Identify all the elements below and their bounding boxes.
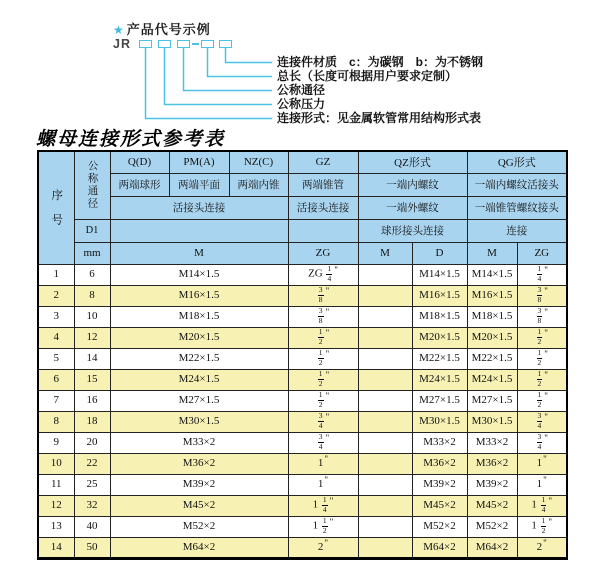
cell-dn: 16 xyxy=(74,390,110,411)
header-empty-gz xyxy=(288,219,358,242)
table-row xyxy=(38,327,567,348)
cell-gz: 1" xyxy=(288,474,358,495)
cell-gz: $\frac{1}{2}$ " xyxy=(288,327,358,348)
header-qg-desc2: 一端锥管螺纹接头 xyxy=(467,196,567,219)
cell-qz-m xyxy=(358,495,412,516)
cell-gz: 1 $\frac{1}{2}$ " xyxy=(288,516,358,537)
cell-dn: 6 xyxy=(74,264,110,285)
cell-qg-zg: 1 $\frac{1}{2}$ " xyxy=(517,516,567,537)
cell-qz-m xyxy=(358,348,412,369)
cell-qg-m: M45×2 xyxy=(467,495,517,516)
cell-seq: 11 xyxy=(38,474,74,495)
cell-qg-m: M18×1.5 xyxy=(467,306,517,327)
cell-dn: 15 xyxy=(74,369,110,390)
header-dn-label: 公称通径 xyxy=(86,159,98,210)
header-group-qd: Q(D) xyxy=(110,151,169,173)
header-d1: D1 xyxy=(74,219,110,242)
cell-qz-d: M30×1.5 xyxy=(412,411,467,432)
cell-qz-m xyxy=(358,306,412,327)
header-group-gz: GZ xyxy=(288,151,358,173)
header-group-qz: QZ形式 xyxy=(358,151,467,173)
cell-gz: 1 $\frac{1}{4}$ " xyxy=(288,495,358,516)
cell-seq: 4 xyxy=(38,327,74,348)
table-row xyxy=(38,474,567,495)
cell-qg-m: M27×1.5 xyxy=(467,390,517,411)
cell-qz-m xyxy=(358,390,412,411)
cell-qg-m: M14×1.5 xyxy=(467,264,517,285)
code-label-diameter: 公称通径 xyxy=(277,83,326,97)
cell-qz-d: M16×1.5 xyxy=(412,285,467,306)
header-unit-qz-m: M xyxy=(358,242,412,264)
cell-qz-m xyxy=(358,516,412,537)
cell-qg-zg: $\frac{1}{2}$ " xyxy=(517,390,567,411)
cell-qg-zg: 2" xyxy=(517,537,567,558)
cell-seq: 9 xyxy=(38,432,74,453)
table-body xyxy=(38,264,567,558)
cell-qg-zg: $\frac{1}{2}$ " xyxy=(517,348,567,369)
cell-qz-d: M24×1.5 xyxy=(412,369,467,390)
cell-qz-d: M45×2 xyxy=(412,495,467,516)
header-gz-desc: 两端锥管 xyxy=(288,173,358,196)
cell-m: M24×1.5 xyxy=(110,369,288,390)
cell-qg-m: M33×2 xyxy=(467,432,517,453)
code-label-connection: 连接形式：见金属软管常用结构形式表 xyxy=(277,111,482,125)
cell-gz: 2" xyxy=(288,537,358,558)
cell-qz-m xyxy=(358,327,412,348)
cell-seq: 12 xyxy=(38,495,74,516)
cell-dn: 25 xyxy=(74,474,110,495)
header-row-3 xyxy=(38,196,567,219)
cell-seq: 3 xyxy=(38,306,74,327)
cell-gz: $\frac{3}{4}$ " xyxy=(288,411,358,432)
cell-qg-zg: 1" xyxy=(517,474,567,495)
cell-m: M64×2 xyxy=(110,537,288,558)
table-row xyxy=(38,369,567,390)
code-label-length: 总长（长度可根据用户要求定制） xyxy=(277,69,458,83)
cell-qg-m: M64×2 xyxy=(467,537,517,558)
cell-m: M14×1.5 xyxy=(110,264,288,285)
cell-qg-zg: $\frac{1}{4}$ " xyxy=(517,264,567,285)
cell-qz-d: M64×2 xyxy=(412,537,467,558)
header-row-4 xyxy=(38,219,567,242)
table-row xyxy=(38,453,567,474)
cell-gz: $\frac{1}{2}$ " xyxy=(288,348,358,369)
header-unit-qz-d: D xyxy=(412,242,467,264)
cell-qz-m xyxy=(358,285,412,306)
cell-gz: $\frac{3}{8}$ " xyxy=(288,285,358,306)
cell-dn: 14 xyxy=(74,348,110,369)
cell-qz-d: M22×1.5 xyxy=(412,348,467,369)
cell-gz: $\frac{1}{2}$ " xyxy=(288,369,358,390)
cell-qz-d: M39×2 xyxy=(412,474,467,495)
cell-gz: 1" xyxy=(288,453,358,474)
cell-m: M45×2 xyxy=(110,495,288,516)
cell-dn: 8 xyxy=(74,285,110,306)
cell-qg-m: M20×1.5 xyxy=(467,327,517,348)
cell-qg-m: M22×1.5 xyxy=(467,348,517,369)
cell-seq: 5 xyxy=(38,348,74,369)
cell-m: M36×2 xyxy=(110,453,288,474)
cell-qg-zg: $\frac{3}{8}$ " xyxy=(517,306,567,327)
header-qg-desc: 一端内螺纹活接头 xyxy=(467,173,567,196)
cell-qz-d: M18×1.5 xyxy=(412,306,467,327)
header-qz-desc: 一端内螺纹 xyxy=(358,173,467,196)
table-row xyxy=(38,348,567,369)
cell-seq: 1 xyxy=(38,264,74,285)
header-pma-desc: 两端平面 xyxy=(169,173,229,196)
cell-seq: 7 xyxy=(38,390,74,411)
cell-seq: 14 xyxy=(38,537,74,558)
cell-m: M39×2 xyxy=(110,474,288,495)
table-header xyxy=(38,151,567,264)
cell-qg-zg: $\frac{1}{2}$ " xyxy=(517,327,567,348)
table-title: 螺母连接形式参考表 xyxy=(36,128,226,150)
cell-seq: 6 xyxy=(38,369,74,390)
cell-gz: $\frac{1}{2}$ " xyxy=(288,390,358,411)
cell-qg-m: M30×1.5 xyxy=(467,411,517,432)
header-mm: mm xyxy=(74,242,110,264)
header-unit-m: M xyxy=(110,242,288,264)
cell-seq: 13 xyxy=(38,516,74,537)
header-seq xyxy=(38,151,74,264)
header-row-1 xyxy=(38,151,567,173)
cell-seq: 8 xyxy=(38,411,74,432)
table-row xyxy=(38,432,567,453)
cell-qz-d: M36×2 xyxy=(412,453,467,474)
cell-dn: 22 xyxy=(74,453,110,474)
cell-qz-d: M52×2 xyxy=(412,516,467,537)
cell-qz-d: M20×1.5 xyxy=(412,327,467,348)
code-label-material: 连接件材质 c：为碳钢 b：为不锈钢 xyxy=(277,55,484,69)
cell-qz-m xyxy=(358,432,412,453)
header-row-5 xyxy=(38,242,567,264)
cell-dn: 32 xyxy=(74,495,110,516)
cell-gz: $\frac{3}{4}$ " xyxy=(288,432,358,453)
code-label-pressure: 公称压力 xyxy=(277,97,326,111)
header-unit-zg: ZG xyxy=(288,242,358,264)
header-union-left: 活接头连接 xyxy=(110,196,288,219)
table-row xyxy=(38,390,567,411)
cell-qg-m: M52×2 xyxy=(467,516,517,537)
cell-dn: 40 xyxy=(74,516,110,537)
cell-m: M22×1.5 xyxy=(110,348,288,369)
table-row xyxy=(38,285,567,306)
cell-dn: 12 xyxy=(74,327,110,348)
cell-qg-zg: $\frac{3}{4}$ " xyxy=(517,411,567,432)
cell-m: M18×1.5 xyxy=(110,306,288,327)
cell-qz-m xyxy=(358,474,412,495)
cell-m: M20×1.5 xyxy=(110,327,288,348)
cell-qg-m: M24×1.5 xyxy=(467,369,517,390)
cell-m: M27×1.5 xyxy=(110,390,288,411)
header-unit-qg-zg: ZG xyxy=(517,242,567,264)
cell-qg-m: M16×1.5 xyxy=(467,285,517,306)
cell-qz-m xyxy=(358,453,412,474)
header-seq-label: 序号 xyxy=(50,188,63,238)
cell-qz-m xyxy=(358,264,412,285)
cell-m: M33×2 xyxy=(110,432,288,453)
header-qz-connect: 球形接头连接 xyxy=(358,219,467,242)
cell-m: M16×1.5 xyxy=(110,285,288,306)
cell-qg-zg: 1" xyxy=(517,453,567,474)
cell-seq: 10 xyxy=(38,453,74,474)
header-qd-desc: 两端球形 xyxy=(110,173,169,196)
header-row-2 xyxy=(38,173,567,196)
cell-dn: 50 xyxy=(74,537,110,558)
cell-qz-d: M33×2 xyxy=(412,432,467,453)
cell-m: M30×1.5 xyxy=(110,411,288,432)
header-unit-qg-m: M xyxy=(467,242,517,264)
header-nzc-desc: 两端内锥 xyxy=(229,173,288,196)
cell-qg-zg: $\frac{1}{2}$ " xyxy=(517,369,567,390)
table-row xyxy=(38,411,567,432)
nut-connection-table xyxy=(37,150,568,560)
cell-qz-d: M14×1.5 xyxy=(412,264,467,285)
cell-dn: 10 xyxy=(74,306,110,327)
header-group-qg: QG形式 xyxy=(467,151,567,173)
cell-qg-m: M36×2 xyxy=(467,453,517,474)
cell-qg-zg: 1 $\frac{1}{4}$ " xyxy=(517,495,567,516)
cell-qz-m xyxy=(358,411,412,432)
header-qz-desc2: 一端外螺纹 xyxy=(358,196,467,219)
cell-gz: ZG $\frac{1}{4}$ " xyxy=(288,264,358,285)
header-union-gz: 活接头连接 xyxy=(288,196,358,219)
cell-gz: $\frac{3}{8}$ " xyxy=(288,306,358,327)
diagram-heading-text: 产品代号示例 xyxy=(126,22,211,37)
header-qg-connect: 连接 xyxy=(467,219,567,242)
cell-qz-m xyxy=(358,537,412,558)
cell-qz-m xyxy=(358,369,412,390)
cell-qg-m: M39×2 xyxy=(467,474,517,495)
product-code-prefix: JR xyxy=(113,37,131,51)
header-dn xyxy=(74,151,110,219)
table-row xyxy=(38,495,567,516)
cell-seq: 2 xyxy=(38,285,74,306)
header-group-pma: PM(A) xyxy=(169,151,229,173)
table-row xyxy=(38,516,567,537)
table-row xyxy=(38,537,567,558)
cell-qz-d: M27×1.5 xyxy=(412,390,467,411)
cell-qg-zg: $\frac{3}{8}$ " xyxy=(517,285,567,306)
cell-m: M52×2 xyxy=(110,516,288,537)
header-group-nzc: NZ(C) xyxy=(229,151,288,173)
cell-dn: 20 xyxy=(74,432,110,453)
table-row xyxy=(38,264,567,285)
star-icon: ★ xyxy=(113,23,125,37)
cell-dn: 18 xyxy=(74,411,110,432)
cell-qg-zg: $\frac{3}{4}$ " xyxy=(517,432,567,453)
table-row xyxy=(38,306,567,327)
header-empty-left xyxy=(110,219,288,242)
